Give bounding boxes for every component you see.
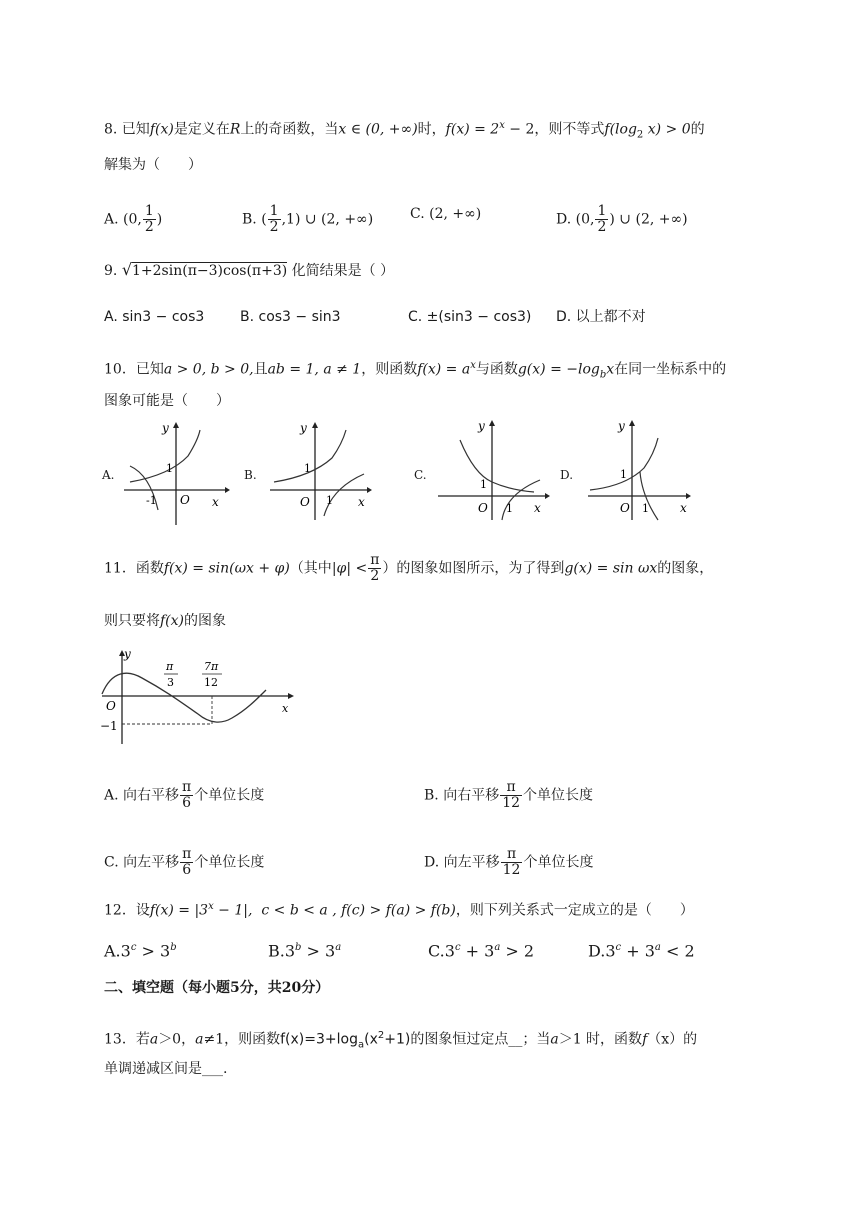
svg-text:y: y <box>124 647 131 661</box>
q10-graph-d[interactable]: D. y x O 1 1 <box>556 416 696 526</box>
svg-text:x: x <box>358 495 365 509</box>
q9-option-b[interactable]: B. cos3 − sin3 <box>240 309 341 325</box>
svg-text:1: 1 <box>326 494 333 507</box>
q8-stem: 8. 已知f(x)是定义在R上的奇函数，当x ∈ (0, +∞)时，$f(x) = 2^x - 2$，则不等式$f(\log_2$ x) > 0的 <box>104 120 705 141</box>
svg-text:x: x <box>282 702 289 715</box>
q8-option-a[interactable]: A. (0, $\frac{1}{2}$ ) <box>104 203 163 235</box>
q11-stem-line2: 则只要将f(x)的图象 <box>104 613 227 629</box>
svg-text:O: O <box>106 699 116 713</box>
svg-text:y: y <box>300 421 307 435</box>
svg-text:O: O <box>300 495 310 509</box>
q11-option-c[interactable]: C. 向左平移 $\frac{\pi}{6}$ 个单位长度 <box>104 846 265 878</box>
q8-option-b[interactable]: B. ( $\frac{1}{2}$ ,1) ∪ (2, +∞) <box>242 203 374 235</box>
section-heading: 二、填空题（每小题5分，共20分） <box>104 980 330 996</box>
q8-stem-line2: 解集为（ ） <box>104 157 202 173</box>
svg-text:x: x <box>534 501 541 515</box>
q12-stem: 12．设$f(x) = |3^x - 1|$, c < b < a , f(c) > f(a) > f(b)，则下列关系式一定成立的是（ ） <box>104 901 694 919</box>
q11-sine-graph <box>98 644 298 744</box>
svg-text:1: 1 <box>620 468 627 481</box>
svg-text:12: 12 <box>204 676 218 689</box>
q10-graph-c[interactable]: C. y x O 1 1 <box>410 416 550 526</box>
q10-graph-b[interactable]: B. y x O 1 1 <box>242 420 372 530</box>
q9-option-d[interactable]: D. 以上都不对 <box>556 309 646 325</box>
svg-text:-1: -1 <box>146 494 157 507</box>
q12-option-a[interactable]: $A.3^c > 3^b$ <box>104 941 177 961</box>
svg-text:1: 1 <box>480 478 487 491</box>
q11-option-b[interactable]: B. 向右平移 $\frac{\pi}{12}$ 个单位长度 <box>424 779 594 811</box>
svg-text:x: x <box>680 501 687 515</box>
q11-option-d[interactable]: D. 向左平移 $\frac{\pi}{12}$ 个单位长度 <box>424 846 594 878</box>
svg-text:x: x <box>212 495 219 509</box>
svg-text:7π: 7π <box>204 660 219 673</box>
svg-text:1: 1 <box>304 462 311 475</box>
q11-option-a[interactable]: A. 向右平移 $\frac{\pi}{6}$ 个单位长度 <box>104 779 265 811</box>
svg-text:1: 1 <box>506 502 513 515</box>
q12-option-b[interactable]: $B.3^b > 3^a$ <box>268 941 342 961</box>
svg-text:π: π <box>166 660 174 673</box>
q12-option-d[interactable]: $D.3^c + 3^a < 2$ <box>588 941 695 961</box>
q9-option-c[interactable]: C. ±(sin3 − cos3) <box>408 309 532 325</box>
svg-text:1: 1 <box>642 502 649 515</box>
svg-text:1: 1 <box>166 462 173 475</box>
svg-text:3: 3 <box>167 676 174 689</box>
q12-option-c[interactable]: $C.3^c + 3^a > 2$ <box>428 941 535 961</box>
q9-option-a[interactable]: A. sin3 − cos3 <box>104 309 205 325</box>
svg-text:−1: −1 <box>100 719 118 733</box>
q10-graph-a[interactable]: A. y x O 1 -1 <box>100 420 230 530</box>
svg-text:O: O <box>180 493 190 507</box>
q10-stem-line2: 图象可能是（ ） <box>104 393 230 409</box>
svg-text:O: O <box>620 501 630 515</box>
q11-stem: 11．函数f(x) = sin(ωx + φ)（其中|φ| < $\frac{\pi}{2}$ ）的图象如图所示，为了得到g(x) = sin ωx的图象， <box>104 552 714 584</box>
svg-text:O: O <box>478 501 488 515</box>
svg-text:y: y <box>618 419 625 433</box>
svg-text:y: y <box>478 419 485 433</box>
q10-stem: 10．已知a > 0, b > 0,且ab = 1, a ≠ 1，则函数$f(x) = a^x$与函数$g(x) = -\log_bx$在同一坐标系中的 <box>104 360 727 381</box>
q13-stem: 13．若a＞0，a≠1，则函数$f(x)=3+\log_a(x^2+1)$的图象恒过定点__；当a＞1 时，函数f（x）的 <box>104 1030 698 1051</box>
q8-option-c[interactable]: C. (2, +∞) <box>410 206 482 222</box>
q9-stem: 9. √1+2sin(π−3)cos(π+3) 化简结果是（ ） <box>104 260 395 279</box>
svg-text:y: y <box>162 421 169 435</box>
q8-option-d[interactable]: D. (0, $\frac{1}{2}$ ) ∪ (2, +∞) <box>556 203 688 235</box>
q13-stem-line2: 单调递减区间是___. <box>104 1061 228 1077</box>
